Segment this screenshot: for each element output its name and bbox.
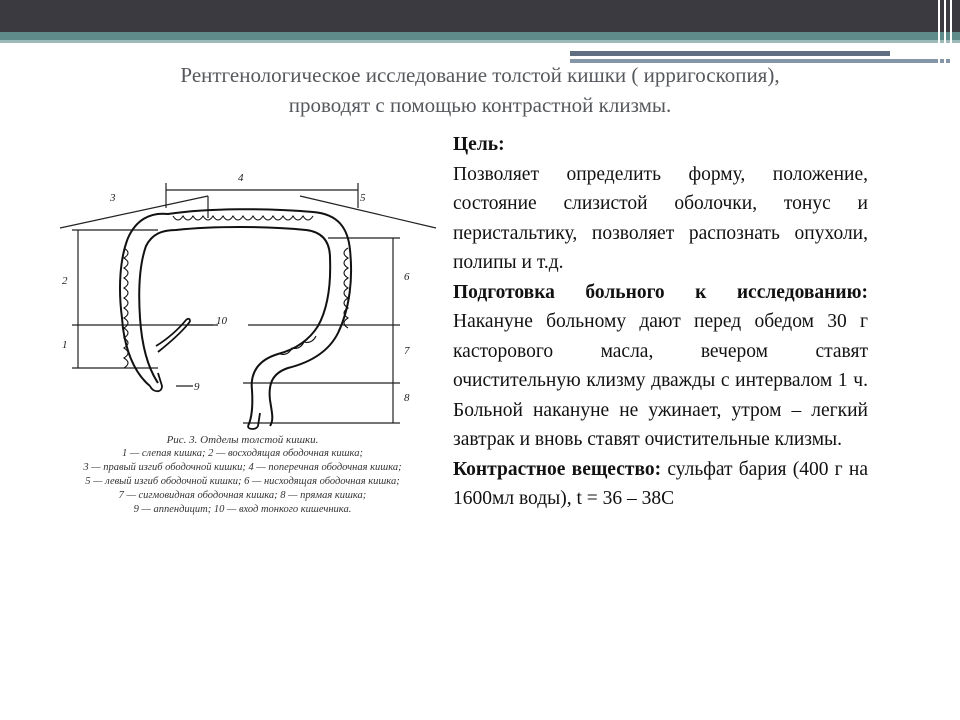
goal-heading: Цель:	[453, 134, 505, 155]
label-7: 7	[404, 345, 410, 357]
caption-title: Рис. 3. Отделы толстой кишки.	[166, 434, 319, 446]
caption-line: 1 — слепая кишка; 2 — восходящая ободочная кишка;	[122, 448, 363, 459]
label-3: 3	[110, 192, 116, 204]
caption-line: 3 — правый изгиб ободочной кишки; 4 — поперечная ободочная кишка;	[83, 462, 402, 473]
caption-line: 9 — аппендицит; 10 — вход тонкого кишечника.	[133, 504, 352, 515]
label-10: 10	[216, 315, 227, 327]
banner-teal-strip	[0, 32, 960, 40]
label-1: 1	[62, 339, 68, 351]
goal-text: Позволяет определить форму, положение, состояние слизистой оболочки, тонус и перистальтику, позволяет распознать опухоли, полипы и т.д.	[453, 163, 868, 273]
slide-title-line-1: Рентгенологическое исследование толстой кишки ( ирригоскопия),	[180, 63, 780, 87]
slide-title-line-2: проводят с помощью контрастной клизмы.	[288, 93, 672, 117]
appendix	[150, 373, 162, 391]
colon-outer-contour	[120, 209, 351, 426]
label-6: 6	[404, 271, 410, 283]
caption-line: 5 — левый изгиб ободочной кишки; 6 — нисходящая ободочная кишка;	[85, 476, 400, 487]
label-8: 8	[404, 392, 410, 404]
figure-caption	[30, 433, 455, 517]
colon-inner-contour	[139, 227, 330, 426]
description-column	[453, 130, 868, 514]
banner-vertical-lines	[934, 0, 960, 70]
banner-accent-bar	[570, 51, 890, 56]
contrast-text: сульфат бария (400 г на 1600мл воды), t = 36 – 38С	[453, 458, 868, 509]
label-5: 5	[360, 192, 366, 204]
preparation-text: Накануне больному дают перед обедом 30 г касторового масла, вечером ставят очистительную клизму дважды с интервалом 1 ч. Больной накануне не ужинает, утром – легкий завтрак и вновь ставят очистительные клизмы.	[453, 311, 868, 450]
dim-line-5	[300, 196, 436, 228]
colon-diagram	[38, 168, 458, 438]
label-9: 9	[194, 381, 200, 393]
banner-light-strip	[0, 40, 960, 43]
header-banner	[0, 0, 960, 48]
slide-title	[60, 60, 900, 120]
caption-line: 7 — сигмовидная ободочная кишка; 8 — прямая кишка;	[118, 490, 367, 501]
small-intestine-entry	[156, 319, 190, 352]
label-4: 4	[238, 172, 244, 184]
banner-dark-strip	[0, 0, 960, 32]
preparation-heading: Подготовка больного к исследованию:	[453, 281, 868, 303]
contrast-heading: Контрастное вещество:	[453, 458, 662, 480]
label-2: 2	[62, 275, 68, 287]
